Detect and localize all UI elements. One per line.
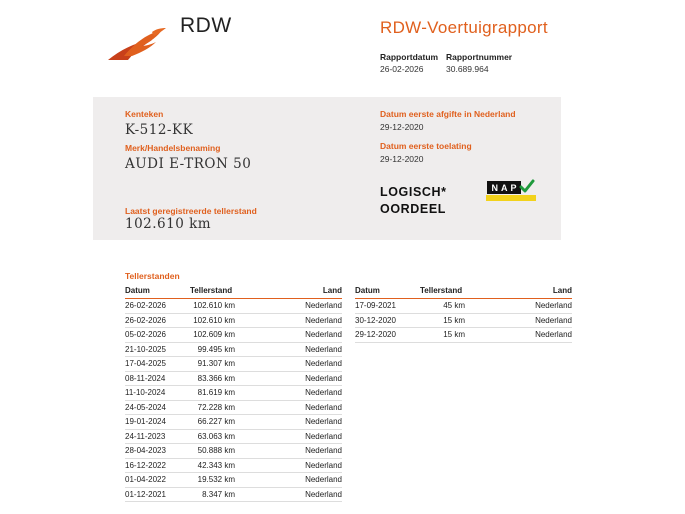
country-cell: Nederland: [235, 371, 342, 386]
col-reading-header: Tellerstand: [420, 285, 465, 299]
report-date-value: 26-02-2026: [380, 64, 424, 74]
country-cell: Nederland: [235, 415, 342, 430]
verdict-line-2: OORDEEL: [380, 202, 447, 216]
reading-cell: 42.343 km: [190, 458, 235, 473]
col-reading-header: Tellerstand: [190, 285, 235, 299]
reading-cell: 63.063 km: [190, 429, 235, 444]
table-row: [125, 473, 342, 488]
col-date-header: Datum: [125, 285, 190, 299]
col-country-header: Land: [235, 285, 342, 299]
date-cell: 11-10-2024: [125, 386, 190, 401]
table-row: [125, 342, 342, 357]
reading-cell: 19.532 km: [190, 473, 235, 488]
date-cell: 26-02-2026: [125, 313, 190, 328]
reading-cell: 66.227 km: [190, 415, 235, 430]
check-icon: [519, 179, 535, 195]
country-cell: Nederland: [235, 444, 342, 459]
table-row: [125, 371, 342, 386]
col-date-header: Datum: [355, 285, 420, 299]
reading-cell: 99.495 km: [190, 342, 235, 357]
report-date-label: Rapportdatum: [380, 52, 439, 62]
report-title: RDW-Voertuigrapport: [380, 18, 548, 37]
country-cell: Nederland: [465, 313, 572, 328]
reading-cell: 72.228 km: [190, 400, 235, 415]
reading-cell: 102.609 km: [190, 328, 235, 343]
plate-value: K-512-KK: [125, 122, 194, 138]
first-admission-value: 29-12-2020: [380, 154, 424, 164]
table-row: [355, 299, 572, 314]
verdict-text: [380, 184, 447, 218]
date-cell: 01-12-2021: [125, 487, 190, 502]
reading-cell: 15 km: [420, 313, 465, 328]
date-cell: 28-04-2023: [125, 444, 190, 459]
table-header-row: [125, 285, 342, 299]
report-number-label: Rapportnummer: [446, 52, 513, 62]
country-cell: Nederland: [235, 342, 342, 357]
first-issue-nl-value: 29-12-2020: [380, 122, 424, 132]
readings-table-left: [125, 285, 342, 502]
table-row: [125, 487, 342, 502]
nap-text: NAP: [491, 182, 520, 193]
table-row: [125, 299, 342, 314]
table-row: [125, 357, 342, 372]
table-row: [125, 400, 342, 415]
reading-cell: 15 km: [420, 328, 465, 343]
table-row: [125, 458, 342, 473]
date-cell: 21-10-2025: [125, 342, 190, 357]
reading-cell: 102.610 km: [190, 299, 235, 314]
country-cell: Nederland: [465, 299, 572, 314]
table-row: [125, 313, 342, 328]
logo-text: RDW: [180, 14, 232, 37]
table-row: [125, 415, 342, 430]
reading-cell: 81.619 km: [190, 386, 235, 401]
country-cell: Nederland: [465, 328, 572, 343]
reading-cell: 8.347 km: [190, 487, 235, 502]
reading-cell: 91.307 km: [190, 357, 235, 372]
first-admission-label: Datum eerste toelating: [380, 141, 472, 151]
reading-cell: 45 km: [420, 299, 465, 314]
reading-cell: 102.610 km: [190, 313, 235, 328]
table-row: [125, 328, 342, 343]
date-cell: 26-02-2026: [125, 299, 190, 314]
first-issue-nl-label: Datum eerste afgifte in Nederland: [380, 109, 516, 119]
table-row: [125, 444, 342, 459]
date-cell: 01-04-2022: [125, 473, 190, 488]
date-cell: 29-12-2020: [355, 328, 420, 343]
country-cell: Nederland: [235, 328, 342, 343]
col-country-header: Land: [465, 285, 572, 299]
odometer-value: 102.610 km: [125, 216, 212, 232]
country-cell: Nederland: [235, 487, 342, 502]
table-row: [125, 386, 342, 401]
date-cell: 08-11-2024: [125, 371, 190, 386]
country-cell: Nederland: [235, 313, 342, 328]
table-row: [125, 429, 342, 444]
date-cell: 19-01-2024: [125, 415, 190, 430]
country-cell: Nederland: [235, 458, 342, 473]
country-cell: Nederland: [235, 386, 342, 401]
make-value: AUDI E-TRON 50: [125, 156, 252, 172]
country-cell: Nederland: [235, 429, 342, 444]
date-cell: 05-02-2026: [125, 328, 190, 343]
country-cell: Nederland: [235, 400, 342, 415]
plate-label: Kenteken: [125, 109, 164, 119]
report-number-value: 30.689.964: [446, 64, 489, 74]
country-cell: Nederland: [235, 299, 342, 314]
verdict-line-1: LOGISCH*: [380, 185, 447, 199]
table-header-row: [355, 285, 572, 299]
make-label: Merk/Handelsbenaming: [125, 143, 221, 153]
date-cell: 24-05-2024: [125, 400, 190, 415]
date-cell: 16-12-2022: [125, 458, 190, 473]
readings-title: Tellerstanden: [125, 271, 180, 281]
date-cell: 17-09-2021: [355, 299, 420, 314]
table-row: [355, 328, 572, 343]
table-row: [355, 313, 572, 328]
odometer-label: Laatst geregistreerde tellerstand: [125, 206, 257, 216]
nap-logo: [486, 181, 536, 201]
reading-cell: 50.888 km: [190, 444, 235, 459]
reading-cell: 83.366 km: [190, 371, 235, 386]
country-cell: Nederland: [235, 473, 342, 488]
date-cell: 24-11-2023: [125, 429, 190, 444]
country-cell: Nederland: [235, 357, 342, 372]
date-cell: 17-04-2025: [125, 357, 190, 372]
rdw-logo-icon: [106, 26, 170, 62]
readings-table-right: [355, 285, 572, 343]
date-cell: 30-12-2020: [355, 313, 420, 328]
